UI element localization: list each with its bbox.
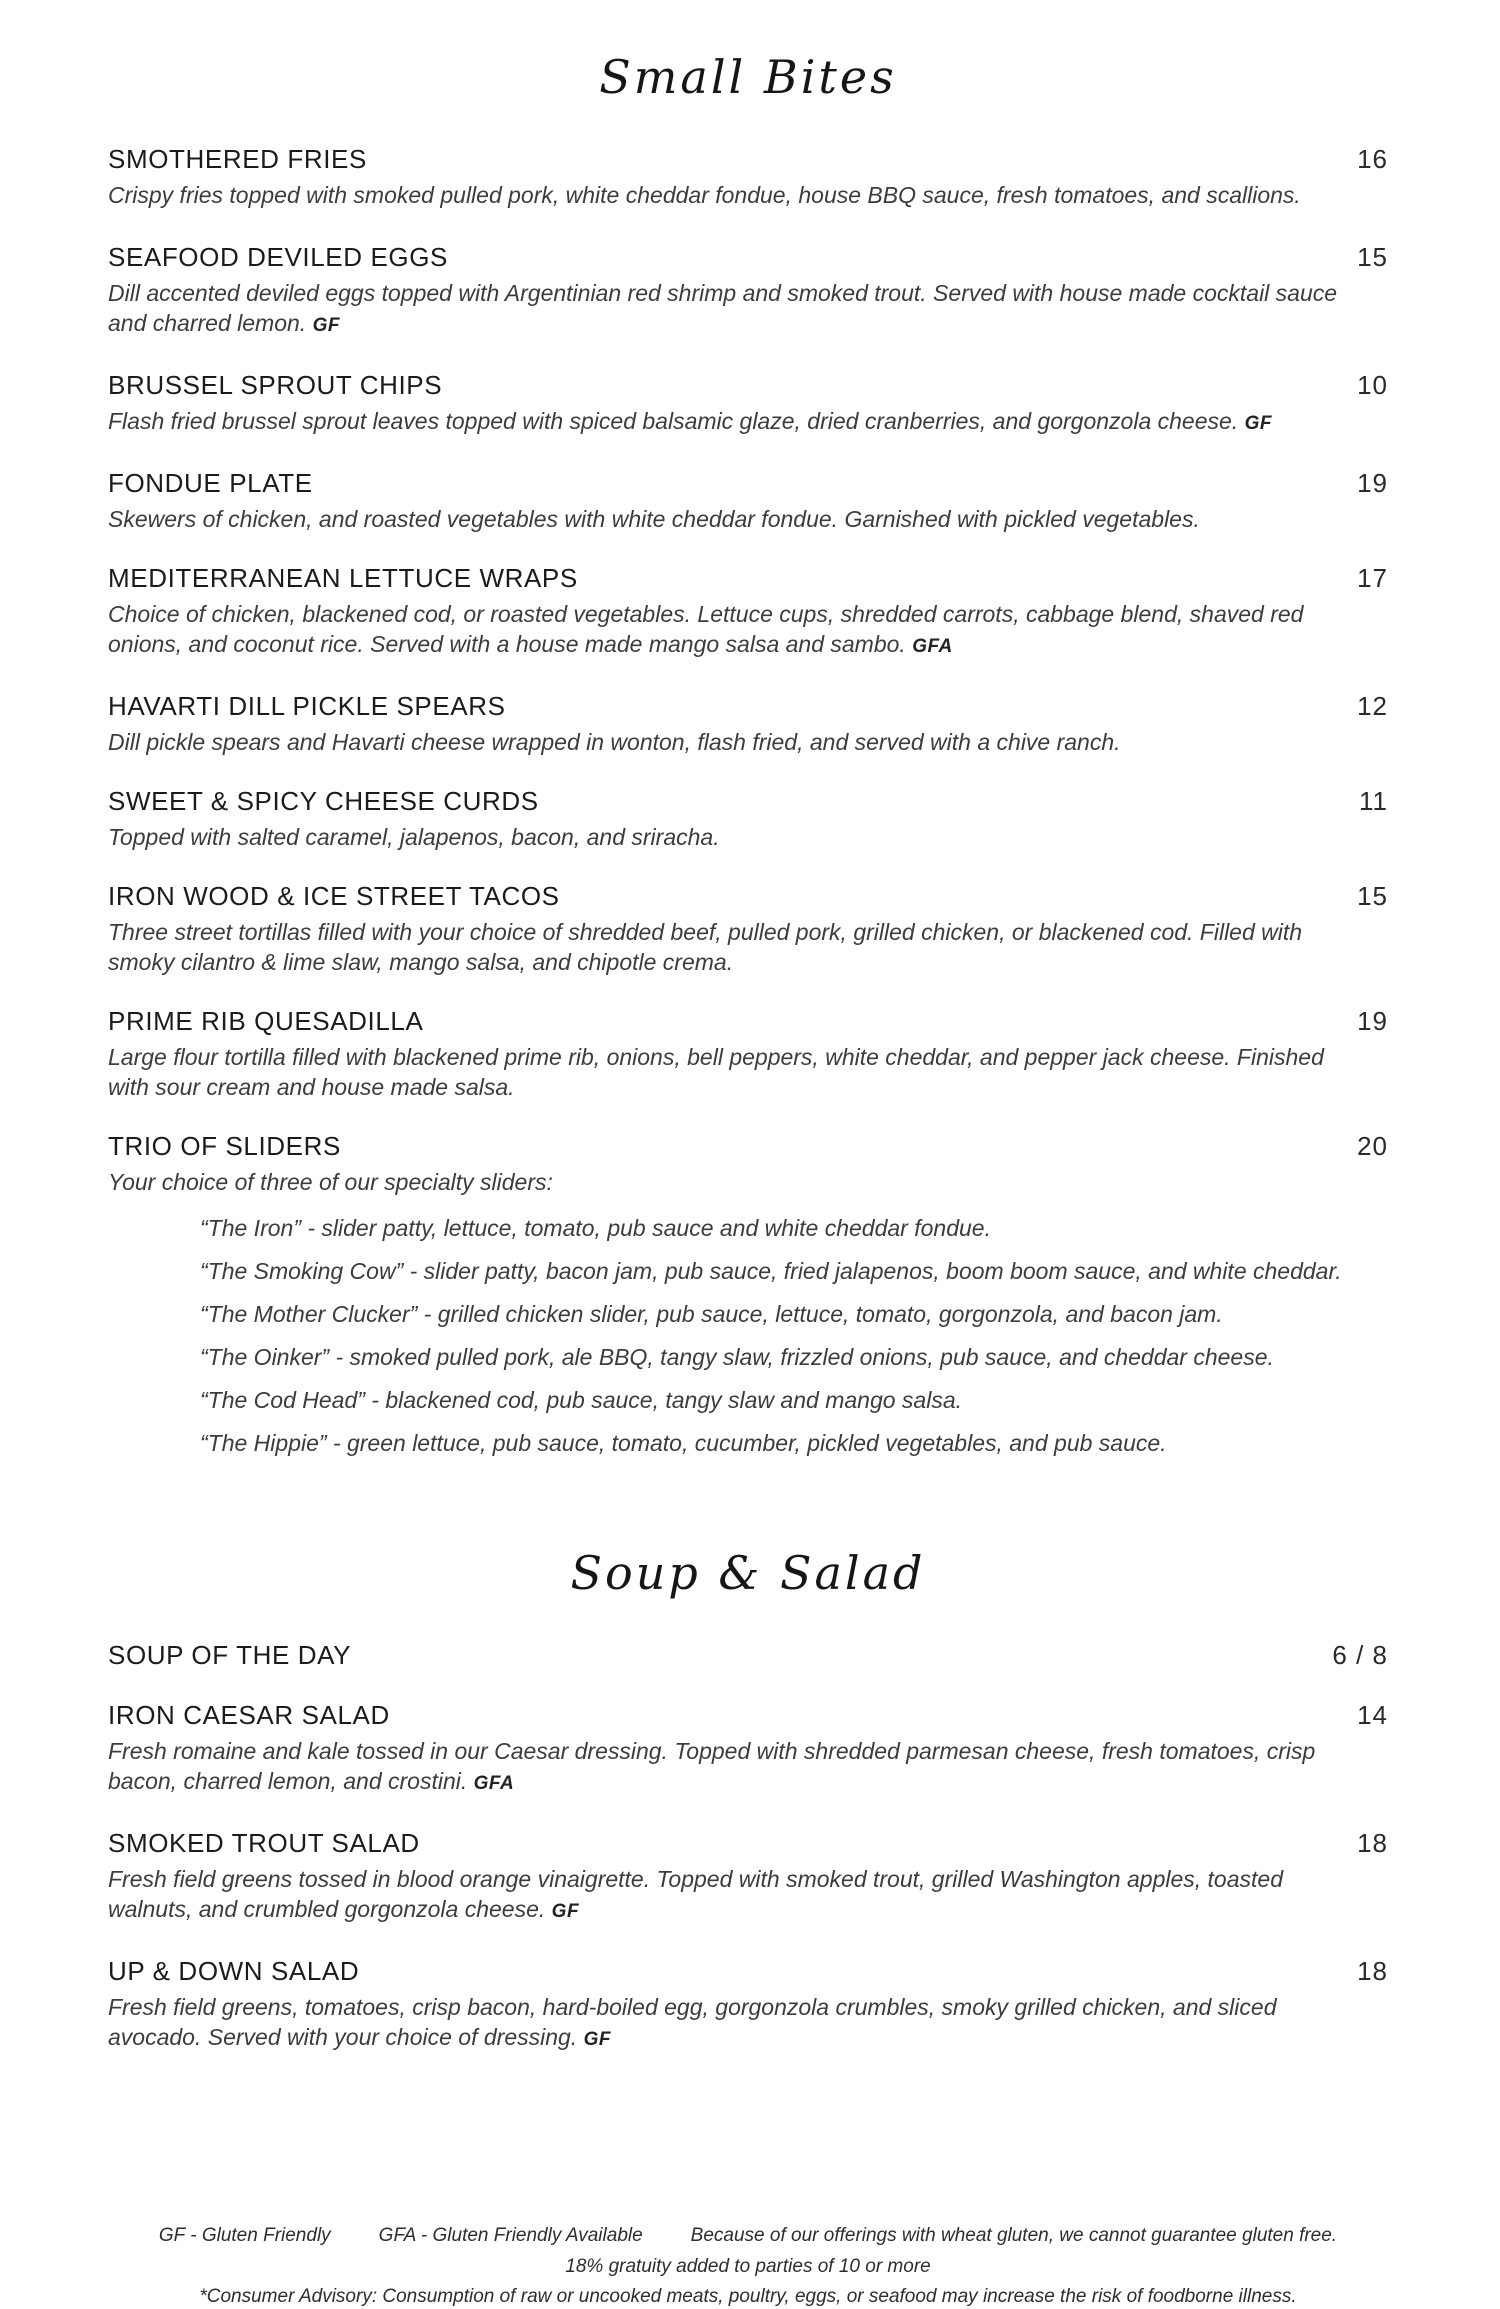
menu-item-prime-rib-quesadilla (108, 1006, 1388, 1102)
menu-item-mediterranean-lettuce-wraps (108, 563, 1388, 662)
menu-item-description-text: Topped with salted caramel, jalapenos, bacon, and sriracha. (108, 824, 720, 850)
diet-tag: GF (551, 1901, 580, 1922)
menu-item-description-text: Three street tortillas filled with your choice of shredded beef, pulled pork, grilled chicken, or blackened cod. Filled with smoky cilantro & lime slaw, mango salsa, and chipotle crema. (108, 919, 1303, 975)
diet-tag: GF (583, 2029, 611, 2050)
menu-item-price: 19 (1357, 1006, 1388, 1036)
menu-item-description-text: Fresh romaine and kale tossed in our Caesar dressing. Topped with shredded parmesan cheese, fresh tomatoes, crisp bacon, charred lemon, and crostini. (108, 1738, 1316, 1794)
menu-item-name: FONDUE PLATE (108, 468, 313, 498)
menu-item-price: 11 (1359, 786, 1388, 816)
menu-item-sweet-spicy-cheese-curds (108, 786, 1388, 852)
menu-item-name: MEDITERRANEAN LETTUCE WRAPS (108, 563, 578, 593)
menu-item-price: 16 (1357, 144, 1388, 174)
menu-item-price: 12 (1357, 691, 1388, 721)
menu-item-description (108, 599, 1358, 662)
diet-tag: GFA (473, 1773, 515, 1794)
menu-item-smothered-fries (108, 144, 1388, 213)
menu-item-description-text: Fresh field greens tossed in blood orange vinaigrette. Topped with smoked trout, grilled Washington apples, toasted walnuts, and crumbled gorgonzola cheese. (108, 1866, 1283, 1922)
menu-item-header (108, 1828, 1388, 1859)
menu-item-description (108, 1736, 1358, 1799)
diet-tag: GF (1244, 413, 1272, 434)
menu-item-soup-of-the-day (108, 1640, 1388, 1671)
menu-item-description-text: Dill accented deviled eggs topped with Argentinian red shrimp and smoked trout. Served with house made cocktail sauce and charred lemon. (108, 280, 1338, 336)
slider-option-the-iron: “The Iron” - slider patty, lettuce, tomato, pub sauce and white cheddar fondue. (200, 1215, 991, 1241)
menu-item-description (108, 917, 1358, 977)
menu-item-header (108, 691, 1388, 722)
footer-gfa-note: GFA - Gluten Friendly Available (378, 2225, 643, 2246)
menu-item-price: 15 (1357, 242, 1388, 272)
menu-item-header (108, 1640, 1388, 1671)
menu-item-description-text: Dill pickle spears and Havarti cheese wrapped in wonton, flash fried, and served with a chive ranch. (108, 729, 1121, 755)
menu-item-brussel-sprout-chips (108, 370, 1388, 439)
menu-item-fondue-plate (108, 468, 1388, 534)
footer-consumer-advisory: *Consumer Advisory: Consumption of raw or uncooked meats, poultry, eggs, or seafood may increase the risk of foodborne illness. (199, 2286, 1297, 2307)
menu-item-description (108, 1042, 1358, 1102)
menu-item-name: PRIME RIB QUESADILLA (108, 1006, 424, 1036)
slider-option-the-cod-head: “The Cod Head” - blackened cod, pub sauce, tangy slaw and mango salsa. (200, 1387, 962, 1413)
menu-item-header (108, 370, 1388, 401)
menu-item-price: 20 (1357, 1131, 1388, 1161)
menu-item-price: 17 (1357, 563, 1388, 593)
diet-tag: GFA (912, 636, 953, 657)
menu-item-price: 19 (1357, 468, 1388, 498)
menu-footer (108, 2223, 1388, 2309)
menu-item-name: SWEET & SPICY CHEESE CURDS (108, 786, 539, 816)
menu-item-name: SMOKED TROUT SALAD (108, 1828, 420, 1858)
section-soup-and-salad (108, 1546, 1388, 2055)
menu-item-description-text: Choice of chicken, blackened cod, or roasted vegetables. Lettuce cups, shredded carrots, cabbage blend, shaved red onions, and coconut rice. Served with a house made mango salsa and sambo. (108, 601, 1304, 657)
menu-item-price: 14 (1357, 1700, 1388, 1730)
menu-item-description (108, 406, 1358, 439)
diet-tag: GF (312, 315, 340, 336)
menu-item-description-text: Flash fried brussel sprout leaves topped with spiced balsamic glaze, dried cranberries, and gorgonzola cheese. (108, 408, 1239, 434)
slider-option-the-mother-clucker: “The Mother Clucker” - grilled chicken slider, pub sauce, lettuce, tomato, gorgonzola, and bacon jam. (200, 1301, 1223, 1327)
footer-gf-note: GF - Gluten Friendly (158, 2225, 331, 2246)
menu-item-name: BRUSSEL SPROUT CHIPS (108, 370, 443, 400)
menu-item-name: SEAFOOD DEVILED EGGS (108, 242, 448, 272)
menu-item-description (108, 504, 1358, 534)
menu-item-name: SMOTHERED FRIES (108, 144, 367, 174)
section-title-soup-and-salad: Soup & Salad (570, 1546, 926, 1600)
menu-item-name: SOUP OF THE DAY (108, 1640, 352, 1670)
menu-item-price: 6 / 8 (1332, 1640, 1388, 1670)
menu-item-header (108, 881, 1388, 912)
menu-item-price: 18 (1357, 1828, 1388, 1858)
menu-item-description (108, 180, 1358, 213)
slider-option-the-oinker: “The Oinker” - smoked pulled pork, ale BBQ, tangy slaw, frizzled onions, pub sauce, and cheddar cheese. (200, 1344, 1274, 1370)
menu-item-header (108, 242, 1388, 273)
slider-options-list (200, 1213, 1388, 1458)
menu-item-price: 15 (1357, 881, 1388, 911)
menu-item-name: IRON CAESAR SALAD (108, 1700, 390, 1730)
menu-item-description (108, 1864, 1358, 1927)
menu-item-price: 10 (1357, 370, 1388, 400)
menu-item-header (108, 144, 1388, 175)
footer-gluten-legend (108, 2223, 1388, 2248)
menu-item-name: HAVARTI DILL PICKLE SPEARS (108, 691, 506, 721)
menu-item-havarti-dill-pickle-spears (108, 691, 1388, 757)
menu-item-description (108, 727, 1358, 757)
menu-item-description-text: Crispy fries topped with smoked pulled pork, white cheddar fondue, house BBQ sauce, fresh tomatoes, and scallions. (108, 182, 1301, 208)
menu-item-iron-caesar-salad (108, 1700, 1388, 1799)
menu-item-trio-of-sliders (108, 1131, 1388, 1458)
menu-item-description-text: Skewers of chicken, and roasted vegetables with white cheddar fondue. Garnished with pickled vegetables. (108, 506, 1200, 532)
menu-item-header (108, 1700, 1388, 1731)
menu-item-header (108, 468, 1388, 499)
menu-item-description-text: Fresh field greens, tomatoes, crisp bacon, hard-boiled egg, gorgonzola crumbles, smoky grilled chicken, and sliced avocado. Served with your choice of dressing. (108, 1994, 1277, 2050)
menu-item-iron-wood-ice-street-tacos (108, 881, 1388, 977)
menu-item-header (108, 786, 1388, 817)
menu-item-description (108, 278, 1358, 341)
menu-item-description (108, 822, 1358, 852)
slider-option-the-smoking-cow: “The Smoking Cow” - slider patty, bacon jam, pub sauce, fried jalapenos, boom boom sauce, and white cheddar. (200, 1258, 1342, 1284)
section-title-small-bites: Small Bites (599, 50, 897, 104)
menu-item-header (108, 563, 1388, 594)
menu-item-smoked-trout-salad (108, 1828, 1388, 1927)
footer-gluten-disclaimer: Because of our offerings with wheat gluten, we cannot guarantee gluten free. (690, 2225, 1338, 2246)
slider-option-the-hippie: “The Hippie” - green lettuce, pub sauce, tomato, cucumber, pickled vegetables, and pub sauce. (200, 1430, 1167, 1456)
section-small-bites (108, 50, 1388, 1458)
menu-item-description-text: Your choice of three of our specialty sliders: (108, 1169, 553, 1195)
menu-item-description-text: Large flour tortilla filled with blackened prime rib, onions, bell peppers, white cheddar, and pepper jack cheese. Finished with sour cream and house made salsa. (108, 1044, 1324, 1100)
menu-item-price: 18 (1357, 1956, 1388, 1986)
menu-item-name: TRIO OF SLIDERS (108, 1131, 341, 1161)
menu-item-description (108, 1992, 1358, 2055)
menu-item-up-and-down-salad (108, 1956, 1388, 2055)
footer-gratuity-note: 18% gratuity added to parties of 10 or more (565, 2256, 931, 2277)
menu-item-header (108, 1006, 1388, 1037)
menu-item-header (108, 1131, 1388, 1162)
menu-item-description (108, 1167, 1358, 1197)
menu-item-seafood-deviled-eggs (108, 242, 1388, 341)
menu-item-header (108, 1956, 1388, 1987)
menu-item-name: IRON WOOD & ICE STREET TACOS (108, 881, 560, 911)
menu-item-name: UP & DOWN SALAD (108, 1956, 360, 1986)
